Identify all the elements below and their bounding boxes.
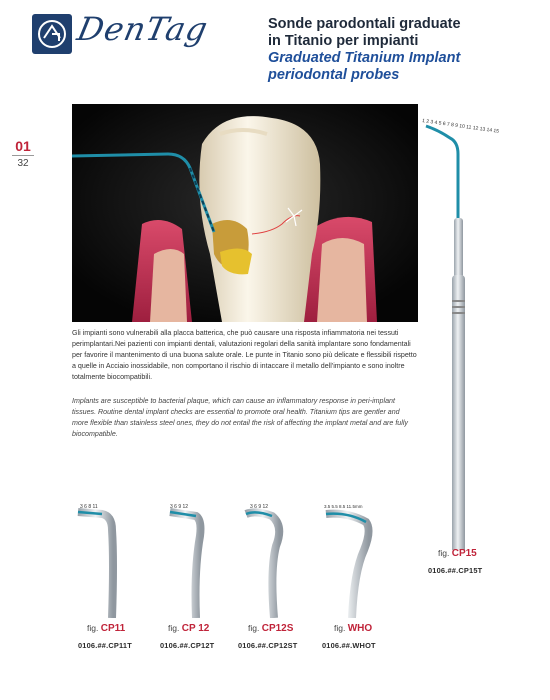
svg-text:3.5 5.5 8.5 11.5mm: 3.5 5.5 8.5 11.5mm [324,504,363,509]
probe-cp15-image [418,110,508,550]
product-code-cp12s: CP12S [261,623,294,634]
fig-label: fig. [168,623,180,633]
catalog-number-cp11: 0106.##.CP11T [78,641,132,650]
probe-cp12-image [156,500,226,618]
svg-text:3 6 8 11: 3 6 8 11 [80,504,98,510]
catalog-number-who: 0106.##.WHOT [322,641,376,650]
dentag-logo-icon [32,14,72,54]
page-marker-divider [12,155,34,156]
description-italian: Gli impianti sono vulnerabili alla placca batterica, che può causare una risposta infiammatoria nei tessuti perimplantari.Nei pazienti con impianti dentali, valutazioni regolari della sanità implantare sono fondamentali per favorire il mantenimento di una buona salute orale. Le punte in Titanio sono più delicate e flessibili rispetto a quelle in Acciaio inossidabile, non comportano il rischio di intaccare il metallo dell'impianto e sono inoltre totalmente biocompatibili. [72,329,417,381]
title-english-line2: periodontal probes [268,67,400,83]
fig-caption-cp11 [87,623,125,634]
probe-who-image [318,500,388,618]
fig-caption-cp12s [248,623,293,634]
brand-name: DenTag [73,10,212,48]
fig-caption-cp12 [168,623,209,634]
svg-text:1 2 3 4 5 6 7 8 9 10 11 12 13: 1 2 3 4 5 6 7 8 9 10 11 12 13 14 15 [421,118,500,135]
product-code-cp15: CP15 [451,548,477,559]
title-english-line1: Graduated Titanium Implant [268,50,461,66]
title-italian-line1: Sonde parodontali graduate [268,16,461,32]
product-code-who: WHO [347,623,373,634]
probe-cp12s-image [236,500,306,618]
fig-label: fig. [248,623,260,633]
tooth-implant-illustration [72,104,418,322]
svg-text:3 6 9 12: 3 6 9 12 [250,504,269,510]
title-italian-line2: in Titanio per impianti [268,33,419,49]
fig-caption-who [334,623,372,634]
product-code-cp11: CP11 [100,623,126,634]
fig-caption-cp15 [438,548,477,559]
page-title [268,16,528,84]
catalog-number-cp12s: 0106.##.CP12ST [238,641,298,650]
fig-label: fig. [438,548,450,558]
section-number: 01 [15,138,31,154]
product-code-cp12: CP 12 [181,623,210,634]
probe-cp11-image [72,500,142,618]
page-number: 32 [17,158,29,169]
svg-text:3 6 9 12: 3 6 9 12 [170,504,189,510]
catalog-number-cp15: 0106.##.CP15T [428,566,483,575]
fig-label: fig. [334,623,346,633]
fig-label: fig. [87,623,99,633]
catalog-number-cp12: 0106.##.CP12T [160,641,215,650]
description-english: Implants are susceptible to bacterial plaque, which can cause an inflammatory response in peri-implant tissues. Routine dental implant checks are essential to promote oral health. Titanium tips are gentler and more flexible than stainless steel ones, they do not entail the risk of affecting the implant metal and are fully biocompatible. [72,397,408,438]
